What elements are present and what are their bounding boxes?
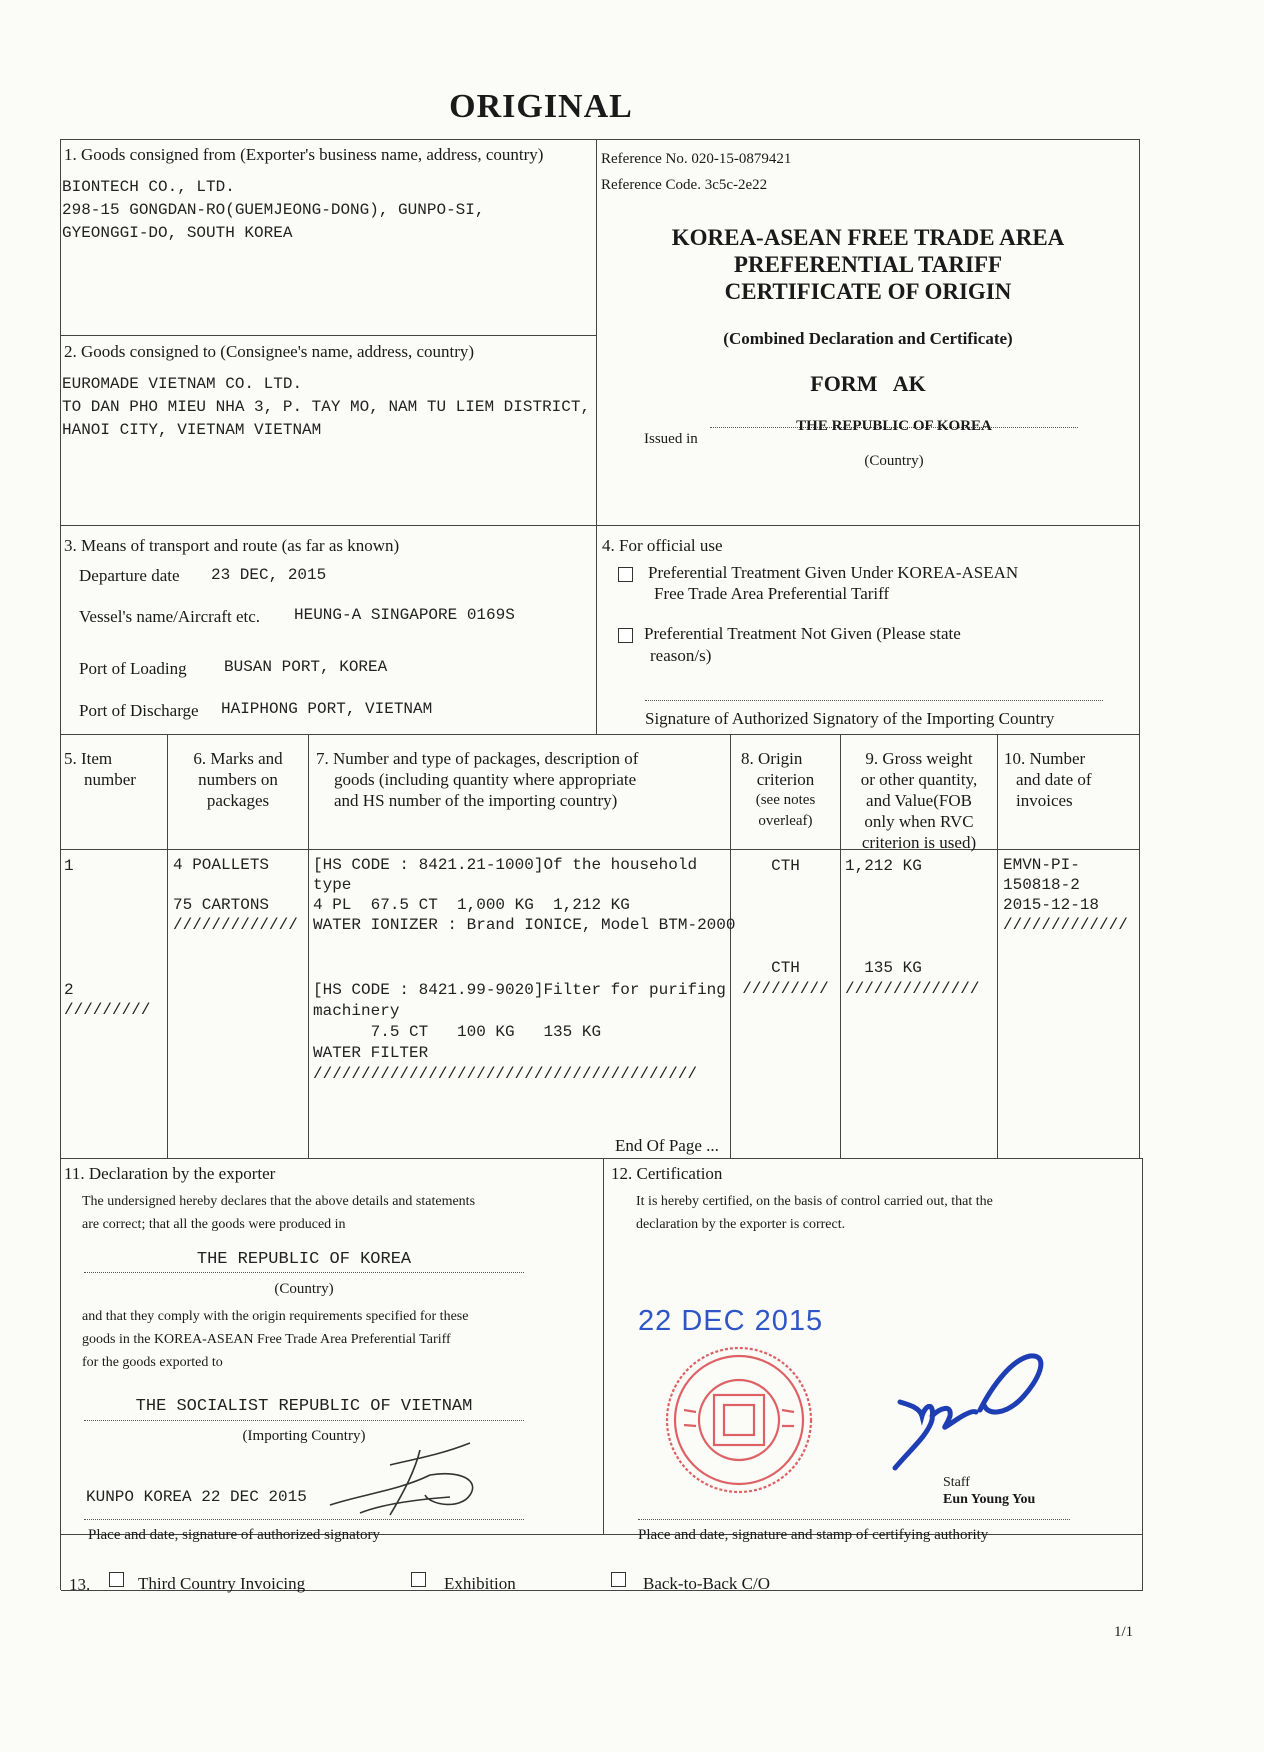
item-2-number: 2 ///////// (64, 981, 151, 1019)
col-origin-header: 8. Origin criterion (see notes overleaf) (741, 749, 816, 829)
end-of-page: End Of Page ... (615, 1136, 719, 1155)
certifier-caption: Place and date, signature and stamp of certifying authority (638, 1527, 989, 1543)
production-country: THE REPUBLIC OF KOREA (196, 1250, 412, 1269)
col-marks-header: 6. Marks and numbers on packages (193, 749, 283, 810)
declaration-text-2: and that they comply with the origin requirements specified for these goods in the KOREA-ASEAN Free Trade Area Preferential Tariff for the goods exported to (82, 1309, 469, 1370)
item-1-invoice: EMVN-PI- 150818-2 2015-12-18 ///////////// (1003, 856, 1128, 934)
reference-number: Reference No. 020-15-0879421 (601, 151, 792, 167)
port-of-discharge-label: Port of Discharge (79, 701, 199, 720)
issued-in-label: Issued in (644, 431, 698, 447)
preferential-not-given-text-2: reason/s) (650, 646, 712, 665)
box-1-label: 1. Goods consigned from (Exporter's business name, address, country) (64, 145, 544, 164)
exporter-name: BIONTECH CO., LTD. (62, 178, 235, 196)
port-of-discharge-value: HAIPHONG PORT, VIETNAM (221, 700, 433, 718)
combined-declaration: (Combined Declaration and Certificate) (723, 329, 1013, 348)
vessel-value: HEUNG-A SINGAPORE 0169S (294, 606, 515, 624)
col-weight-header: 9. Gross weight or other quantity, and Value(FOB only when RVC criterion is used) (860, 749, 978, 852)
preferential-not-given-text-1: Preferential Treatment Not Given (Please state (644, 624, 961, 643)
certification-date-stamp: 22 DEC 2015 (638, 1305, 824, 1337)
consignee-address-2: HANOI CITY, VIETNAM VIETNAM (62, 421, 322, 439)
col-item-number-header: 5. Item number (64, 749, 136, 789)
production-country-caption: (Country) (274, 1281, 334, 1297)
third-country-invoicing-checkbox[interactable] (109, 1572, 124, 1587)
declaration-text: The undersigned hereby declares that the above details and statements are correct; that all the goods were produced in (82, 1194, 476, 1232)
item-2-description: [HS CODE : 8421.99-9020]Filter for purifing machinery 7.5 CT 100 KG 135 KG WATER FILTER //////////////////////////////////////// (313, 981, 726, 1083)
consignee-name: EUROMADE VIETNAM CO. LTD. (62, 375, 303, 393)
port-of-loading-value: BUSAN PORT, KOREA (224, 658, 388, 676)
chamber-of-commerce-seal (644, 1340, 834, 1500)
col-invoice-header: 10. Number and date of invoices (1004, 749, 1092, 810)
preferential-given-checkbox[interactable] (618, 567, 633, 582)
exporter-signatory-caption: Place and date, signature of authorized signatory (88, 1527, 380, 1543)
staff-title: Staff (943, 1475, 970, 1490)
item-1-origin: CTH (771, 857, 800, 875)
exporter-signature (320, 1435, 500, 1525)
preferential-given-text-2: Free Trade Area Preferential Tariff (654, 584, 890, 603)
exporter-address-1: 298-15 GONGDAN-RO(GUEMJEONG-DONG), GUNPO-SI, (62, 201, 485, 219)
back-to-back-checkbox[interactable] (611, 1572, 626, 1587)
exporter-address-2: GYEONGGI-DO, SOUTH KOREA (62, 224, 293, 242)
issued-country-caption: (Country) (864, 453, 924, 469)
certificate-title-line-2: PREFERENTIAL TARIFF (733, 252, 1003, 277)
preferential-not-given-checkbox[interactable] (618, 628, 633, 643)
form-ak: FORM AK (810, 371, 926, 396)
importing-signatory-caption: Signature of Authorized Signatory of the Importing Country (645, 709, 1055, 728)
certifier-signature (880, 1350, 1060, 1480)
exporter-place-date: KUNPO KOREA 22 DEC 2015 (86, 1488, 307, 1506)
staff-name: Eun Young You (943, 1492, 1036, 1507)
back-to-back-label: Back-to-Back C/O (643, 1574, 770, 1593)
importing-country: THE SOCIALIST REPUBLIC OF VIETNAM (135, 1397, 473, 1416)
box-13-label: 13. (69, 1575, 91, 1594)
item-1-marks: 4 POALLETS 75 CARTONS ///////////// (173, 856, 298, 934)
item-1-number: 1 (64, 857, 74, 875)
box-4-label: 4. For official use (602, 536, 723, 555)
certificate-title-line-1: KOREA-ASEAN FREE TRADE AREA (671, 225, 1065, 250)
preferential-given-text-1: Preferential Treatment Given Under KOREA-ASEAN (648, 563, 1019, 582)
certificate-title (597, 224, 1139, 305)
page-number: 1/1 (1114, 1624, 1134, 1640)
item-2-weight: 135 KG ////////////// (845, 959, 980, 998)
box-11-label: 11. Declaration by the exporter (64, 1164, 276, 1183)
importing-country-caption: (Importing Country) (242, 1428, 366, 1444)
col-description-header: 7. Number and type of packages, description of goods (including quantity where appropriate and HS number of the importing country) (316, 749, 639, 810)
reference-code: Reference Code. 3c5c-2e22 (601, 177, 768, 193)
box-12-label: 12. Certification (611, 1164, 723, 1183)
document-title: ORIGINAL (449, 88, 633, 125)
certificate-title-line-3: CERTIFICATE OF ORIGIN (724, 279, 1012, 304)
departure-date-value: 23 DEC, 2015 (211, 566, 327, 584)
issued-in-country: THE REPUBLIC OF KOREA (796, 418, 992, 434)
consignee-address-1: TO DAN PHO MIEU NHA 3, P. TAY MO, NAM TU LIEM DISTRICT, (62, 398, 591, 416)
exhibition-checkbox[interactable] (411, 1572, 426, 1587)
item-1-description: [HS CODE : 8421.21-1000]Of the household type 4 PL 67.5 CT 1,000 KG 1,212 KG WATER IONIZER : Brand IONICE, Model BTM-2000 (313, 856, 736, 934)
port-of-loading-label: Port of Loading (79, 659, 187, 678)
item-2-origin: CTH ///////// (742, 959, 829, 998)
certification-text: It is hereby certified, on the basis of control carried out, that the declaration by the exporter is correct. (636, 1194, 993, 1232)
box-2-label: 2. Goods consigned to (Consignee's name, address, country) (64, 342, 475, 361)
third-country-invoicing-label: Third Country Invoicing (138, 1574, 306, 1593)
box-3-label: 3. Means of transport and route (as far as known) (64, 536, 400, 555)
item-1-weight: 1,212 KG (845, 857, 922, 875)
departure-date-label: Departure date (79, 566, 180, 585)
exhibition-label: Exhibition (444, 1574, 516, 1593)
vessel-label: Vessel's name/Aircraft etc. (79, 607, 261, 626)
